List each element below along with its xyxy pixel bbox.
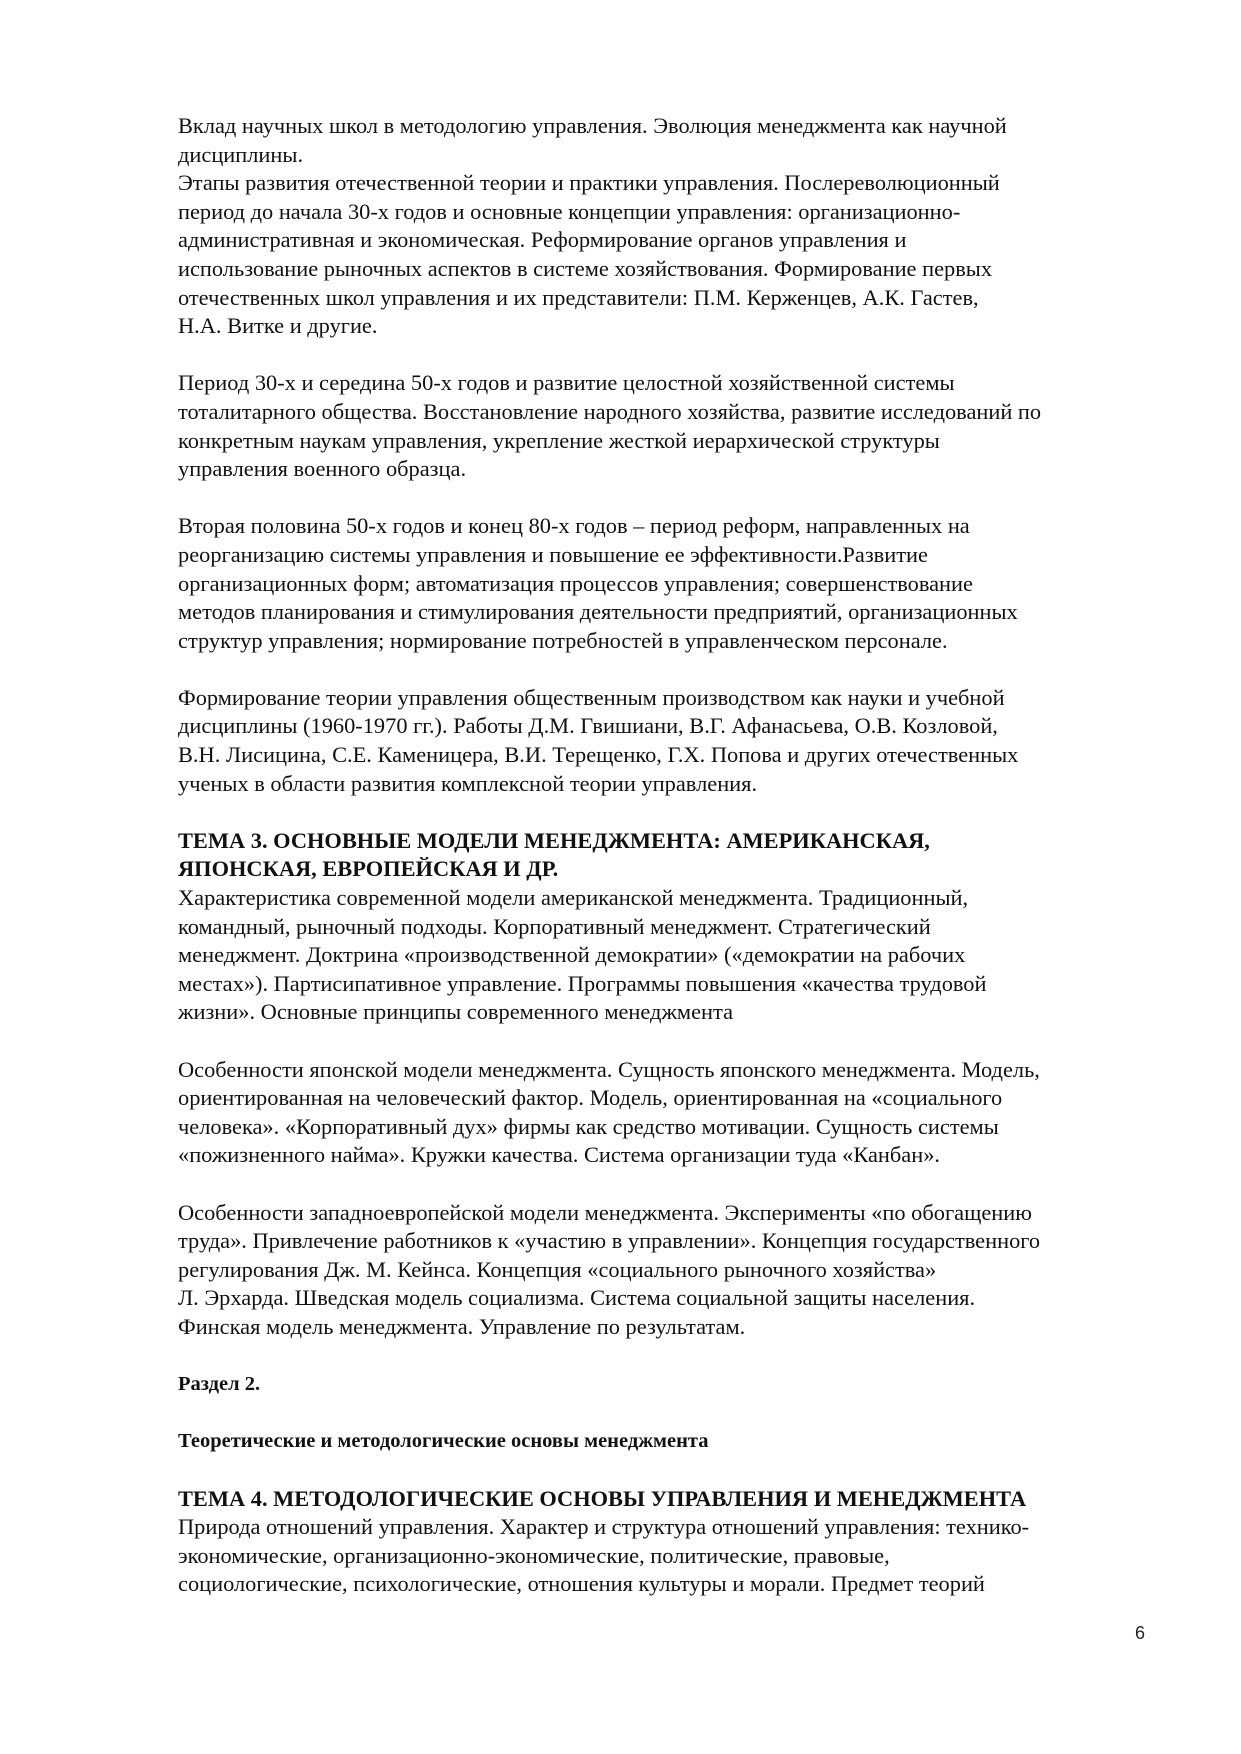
text-line: Вклад научных школ в методологию управления. Эволюция менеджмента как научной [178,113,1007,138]
text-line: труда». Привлечение работников к «участию в управлении». Концепция государственного [178,1228,1041,1254]
paragraph-gap [178,1456,1178,1485]
text-line: экономические, организационно-экономические, политические, правовые, [178,1542,890,1568]
paragraph-scientific-schools [178,112,1178,169]
paragraph-1930s-1950s [178,369,1178,483]
text-line: менеджмент. Доктрина «производственной демократии» («демократии на рабочих [178,942,966,968]
paragraph-gap [178,1027,1178,1056]
text-line: В.Н. Лисицина, С.Е. Каменицера, В.И. Терещенко, Г.Х. Попова и других отечественных [178,742,1019,768]
text-line: Вторая половина 50-х годов и конец 80-х годов – период реформ, направленных на [178,513,970,539]
text-line: тоталитарного общества. Восстановление народного хозяйства, развитие исследований по [178,398,1042,424]
text-line: Природа отношений управления. Характер и структура отношений управления: технико- [178,1514,1030,1540]
paragraph-european-model [178,1199,1178,1342]
text-line: управления военного образца. [178,456,467,482]
text-line: Н.А. Витке и другие. [178,313,378,339]
text-line: командный, рыночный подходы. Корпоративный менеджмент. Стратегический [178,913,931,939]
text-line: Период 30-х и середина 50-х годов и развитие целостной хозяйственной системы [178,370,955,396]
paragraph-domestic-stages [178,169,1178,341]
text-line: использование рыночных аспектов в системе хозяйствования. Формирование первых [178,255,993,281]
text-line: Особенности западноевропейской модели менеджмента. Эксперименты «по обогащению [178,1199,1032,1225]
text-line: период до начала 30-х годов и основные концепции управления: организационно- [178,198,961,224]
text-line: «пожизненного найма». Кружки качества. Система организации туда «Канбан». [178,1142,940,1168]
section-2-label: Раздел 2. [178,1373,261,1396]
text-line: Характеристика современной модели американской менеджмента. Традиционный, [178,885,969,911]
text-line: дисциплины. [178,141,304,167]
section-2-title: Теоретические и методологические основы менеджмента [178,1430,709,1453]
text-line: ученых в области развития комплексной теории управления. [178,770,758,796]
paragraph-reform-period [178,512,1178,655]
paragraph-gap [178,341,1178,370]
text-line: ориентированная на человеческий фактор. Модель, ориентированная на «социального [178,1085,1003,1111]
document-page [178,112,1178,1599]
paragraph-gap [178,1342,1178,1371]
paragraph-gap [178,798,1178,827]
paragraph-gap [178,655,1178,684]
text-line: Этапы развития отечественной теории и практики управления. Послереволюционный [178,170,1000,196]
paragraph-american-model [178,884,1178,1027]
text-line: человека». «Корпоративный дух» фирмы как средство мотивации. Сущность системы [178,1113,999,1139]
paragraph-theory-formation [178,684,1178,798]
text-line: отечественных школ управления и их представители: П.М. Керженцев, А.К. Гастев, [178,284,979,310]
text-line: реорганизацию системы управления и повышение ее эффективности.Развитие [178,541,928,567]
topic-4-heading: ТЕМА 4. МЕТОДОЛОГИЧЕСКИЕ ОСНОВЫ УПРАВЛЕНИЯ И МЕНЕДЖМЕНТА [178,1485,1027,1511]
page-number: 6 [1135,1623,1146,1643]
paragraph-management-relations [178,1513,1178,1599]
paragraph-gap [178,1170,1178,1199]
text-line: социологические, психологические, отношения культуры и морали. Предмет теорий [178,1571,985,1597]
text-line: дисциплины (1960-1970 гг.). Работы Д.М. Гвишиани, В.Г. Афанасьева, О.В. Козловой, [178,713,998,739]
text-line: регулирования Дж. М. Кейнса. Концепция «социального рыночного хозяйства» [178,1256,937,1282]
topic-3-heading [178,827,1178,884]
text-line: методов планирования и стимулирования деятельности предприятий, организационных [178,599,1018,625]
text-line: структур управления; нормирование потребностей в управленческом персонале. [178,627,948,653]
text-line: Финская модель менеджмента. Управление по результатам. [178,1313,746,1339]
text-line: местах»). Партисипативное управление. Программы повышения «качества трудовой [178,970,987,996]
heading-line: ЯПОНСКАЯ, ЕВРОПЕЙСКАЯ И ДР. [178,856,559,882]
heading-line: ТЕМА 3. ОСНОВНЫЕ МОДЕЛИ МЕНЕДЖМЕНТА: АМЕРИКАНСКАЯ, [178,827,930,853]
paragraph-japanese-model [178,1056,1178,1170]
text-line: Л. Эрхарда. Шведская модель социализма. Система социальной защиты населения. [178,1285,976,1311]
text-line: конкретным наукам управления, укрепление жесткой иерархической структуры [178,427,940,453]
text-line: Особенности японской модели менеджмента. Сущность японского менеджмента. Модель, [178,1056,1040,1082]
text-line: жизни». Основные принципы современного менеджмента [178,999,734,1025]
paragraph-gap [178,484,1178,513]
text-line: Формирование теории управления общественным производством как науки и учебной [178,684,1005,710]
text-line: организационных форм; автоматизация процессов управления; совершенствование [178,570,973,596]
paragraph-gap [178,1399,1178,1428]
text-line: административная и экономическая. Реформирование органов управления и [178,227,907,253]
